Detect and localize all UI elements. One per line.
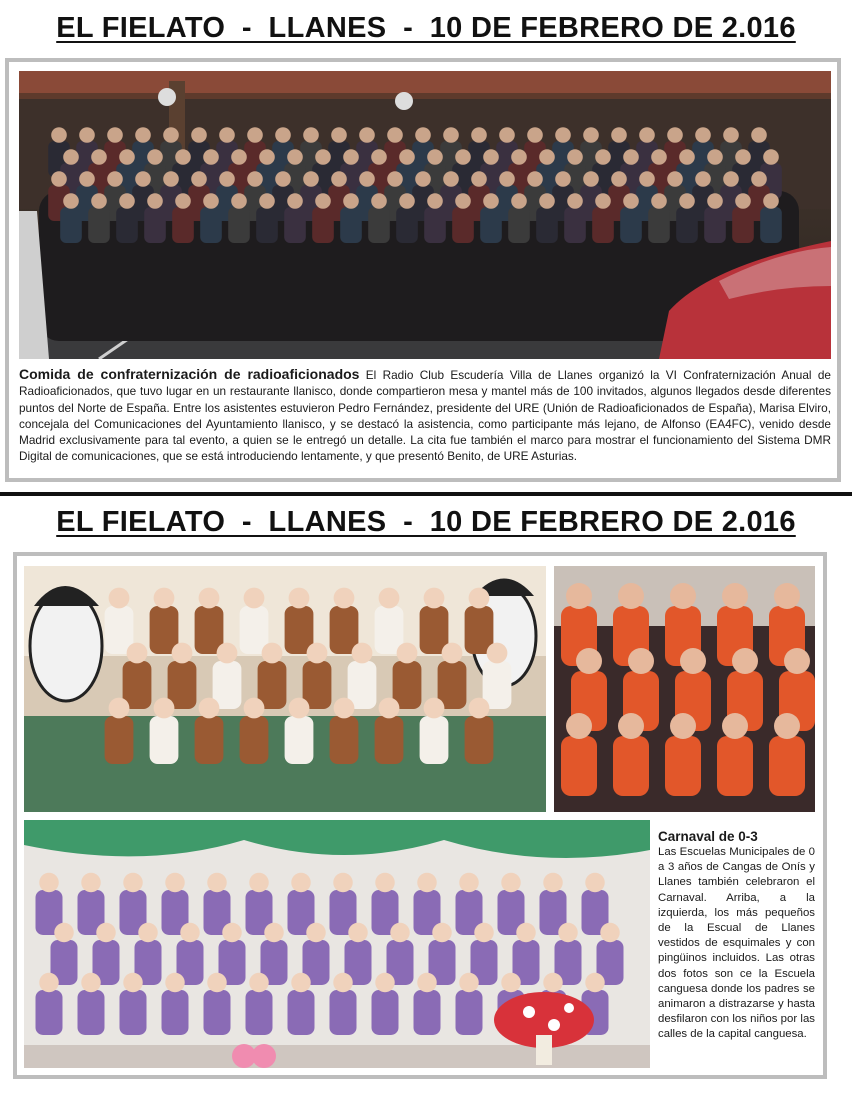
caption-2-body: Las Escuelas Municipales de 0 a 3 años de Cangas de Onís y Llanes también celebraron el Carnaval. Arriba, a la izquierda, los más pequeños de la Escual de Llanes vestidos de esquimales y con pingüinos incluidos. Las otras dos fotos son ce la Escuela canguesa donde los padres se animaron a distrazarse y hasta desfilaron con los niños por las calles de la capital canguesa.: [658, 846, 815, 1041]
purple-costume-person: [120, 973, 147, 1035]
crowd-person: [116, 193, 138, 243]
purple-costume-person: [162, 973, 189, 1035]
eskimo-child: [105, 698, 134, 764]
purple-costume-person: [78, 973, 105, 1035]
headline-1: EL FIELATO - LLANES - 10 DE FEBRERO DE 2.016: [56, 12, 796, 44]
crowd-person: [508, 193, 530, 243]
eskimo-child: [303, 643, 332, 709]
crowd-person: [284, 193, 306, 243]
section-divider: [0, 492, 852, 496]
group-photo: [19, 71, 831, 359]
orange-costume-person: [665, 713, 701, 796]
group-photo-illustration: [19, 71, 831, 359]
crowd-person: [200, 193, 222, 243]
crowd-person: [172, 193, 194, 243]
crowd-person: [396, 193, 418, 243]
caption-1: [19, 366, 831, 465]
article-frame-2: [13, 552, 827, 1079]
eskimo-child: [348, 643, 377, 709]
eskimo-child: [420, 588, 449, 654]
crowd-person: [620, 193, 642, 243]
purple-costume-kids-photo: [24, 820, 650, 1068]
caption-1-body: El Radio Club Escudería Villa de Llanes organizó la VI Confraternización Anual de Radioaficionados, que tuvo lugar en un restaurante llanisco, donde compartieron mesa y mantel más de 100 invitados, algunos llegados desde diferentes puntos del Norte de España. Entre los asistentes estuvieron Pedro Fernández, presidente del URE (Unión de Radioaficionados de España), Marisa Elviro, concejala del Comunicaciones del Ayuntamiento llanisco, y se destacó la asistencia, como participante más lejano, de Alfonso (EA4FC), venido desde Madrid exclusivamente para tal evento, a quien se le entregó un detalle. La cita fue también el marco para mostrar el funcionamiento del Sistema DMR Digital de comunicaciones, que se está introduciendo lentamente, y que presentó Benito, de URE Asturias.: [19, 368, 831, 464]
purple-costume-person: [204, 973, 231, 1035]
eskimo-child: [150, 588, 179, 654]
crowd-person: [452, 193, 474, 243]
eskimo-child: [483, 643, 512, 709]
crowd-person: [368, 193, 390, 243]
eskimo-child: [150, 698, 179, 764]
crowd-person: [88, 193, 110, 243]
purple-costume-illustration: [24, 820, 650, 1068]
purple-costume-person: [330, 973, 357, 1035]
eskimo-child: [438, 643, 467, 709]
crowd-person: [564, 193, 586, 243]
crowd-person: [228, 193, 250, 243]
eskimo-child: [105, 588, 134, 654]
crowd-person: [312, 193, 334, 243]
purple-costume-person: [456, 973, 483, 1035]
caption-1-title: Comida de confraternización de radioaficionados: [19, 366, 360, 382]
crowd-person: [676, 193, 698, 243]
article-frame-1: [5, 58, 841, 482]
eskimo-child: [330, 698, 359, 764]
eskimo-child: [465, 588, 494, 654]
eskimo-child: [168, 643, 197, 709]
orange-costume-person: [769, 713, 805, 796]
eskimo-kids-photo: [24, 566, 546, 812]
eskimo-child: [123, 643, 152, 709]
eskimo-child: [258, 643, 287, 709]
orange-costume-person: [561, 713, 597, 796]
crowd-person: [60, 193, 82, 243]
eskimo-child: [285, 698, 314, 764]
crowd-person: [256, 193, 278, 243]
crowd-person: [732, 193, 754, 243]
crowd-person: [340, 193, 362, 243]
eskimo-child: [393, 643, 422, 709]
crowd-person: [592, 193, 614, 243]
purple-costume-person: [288, 973, 315, 1035]
orange-costume-person: [613, 713, 649, 796]
purple-costume-person: [36, 973, 63, 1035]
crowd-person: [480, 193, 502, 243]
eskimo-child: [240, 588, 269, 654]
crowd-person: [536, 193, 558, 243]
caption-2-title: Carnaval de 0-3: [658, 829, 758, 844]
crowd-person: [760, 193, 782, 243]
orange-costume-person: [717, 713, 753, 796]
eskimo-child: [375, 588, 404, 654]
eskimo-child: [195, 698, 224, 764]
orange-costume-illustration: [554, 566, 815, 812]
eskimo-child: [420, 698, 449, 764]
headline-2: EL FIELATO - LLANES - 10 DE FEBRERO DE 2.016: [56, 506, 796, 538]
eskimo-child: [213, 643, 242, 709]
orange-costume-parents-photo: [554, 566, 815, 812]
eskimo-child: [240, 698, 269, 764]
caption-2: [658, 828, 815, 1043]
eskimo-kids-illustration: [24, 566, 546, 812]
crowd-person: [144, 193, 166, 243]
eskimo-child: [375, 698, 404, 764]
crowd-person: [704, 193, 726, 243]
eskimo-child: [330, 588, 359, 654]
eskimo-child: [195, 588, 224, 654]
purple-costume-person: [414, 973, 441, 1035]
purple-costume-person: [372, 973, 399, 1035]
eskimo-child: [285, 588, 314, 654]
purple-costume-person: [246, 973, 273, 1035]
eskimo-child: [465, 698, 494, 764]
crowd-person: [648, 193, 670, 243]
crowd-person: [424, 193, 446, 243]
